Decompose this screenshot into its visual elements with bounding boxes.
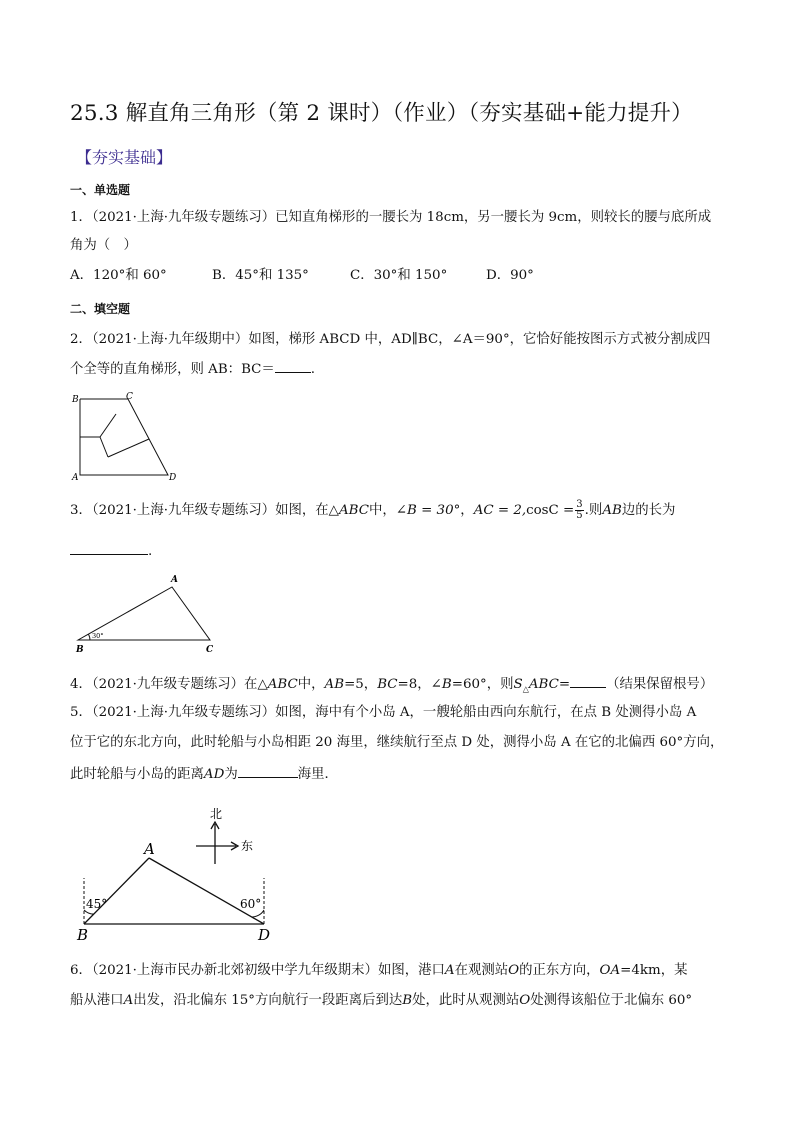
q5-label-d: D: [258, 926, 271, 944]
q4-ab: AB: [324, 677, 345, 692]
q5-text-post: 海里．: [297, 767, 338, 782]
q5-line2: 位于它的东北方向，此时轮船与小岛相距 20 海里，继续航行至点 D 处，测得小岛 A 在它的北偏西 60°方向，: [70, 735, 724, 750]
q6-oa: OA: [599, 963, 621, 978]
q4-line: [70, 673, 713, 700]
q6-a2: A: [123, 993, 134, 1008]
q6-o1: O: [508, 963, 520, 978]
q5-label-a: A: [144, 840, 155, 858]
q3-cos: cosC =: [526, 503, 575, 518]
q3-line1: [70, 500, 675, 521]
q2-label-a: A: [72, 473, 79, 482]
q1-option-d: D．90°: [486, 268, 534, 283]
q6-line1: [70, 961, 687, 981]
q2-label-c: C: [126, 392, 133, 402]
q3-triangle: △ABC: [328, 503, 369, 518]
q4-s: S: [513, 677, 523, 692]
q6-l1-a: 6．（2021·上海市民办新北郊初级中学九年级期末）如图，港口: [70, 963, 445, 978]
q5-angle-60: 60°: [240, 897, 262, 911]
q3-text-post2: 边的长为: [621, 503, 676, 518]
q6-l2-d: 处测得该船位于北偏东 60°: [530, 993, 693, 1008]
q2-line2-end: .: [310, 362, 316, 377]
q5-navigation-figure: [72, 802, 282, 944]
q4-text-post: （结果保留根号）: [606, 677, 714, 692]
q3-line2-end: .: [148, 544, 153, 559]
section-heading-single-choice: 一、单选题: [70, 183, 131, 197]
q3-frac-num: 3: [576, 499, 583, 510]
trapezoid-divider-4: [108, 439, 149, 457]
page-title: 25.3 解直角三角形（第 2 课时）（作业）（夯实基础+能力提升）: [70, 101, 693, 126]
q2-line2-text: 个全等的直角梯形，则 AB：BC＝: [70, 362, 275, 377]
q4-bc: BC: [377, 677, 398, 692]
q2-answer-blank[interactable]: [275, 358, 311, 373]
q4-v3: =60°，则: [451, 677, 514, 692]
section-badge: 【夯实基础】: [76, 148, 173, 167]
q4-eq: =: [558, 677, 571, 692]
q3-angle-30: 30°: [92, 632, 104, 640]
q6-l1-b: 在观测站: [454, 963, 509, 978]
q2-label-d: D: [169, 473, 177, 482]
q3-ac: AC = 2,: [473, 503, 527, 518]
q4-v1: =5，: [344, 677, 378, 692]
q3-line2: [70, 540, 152, 562]
q5-answer-blank[interactable]: [238, 763, 298, 778]
q6-a1: A: [444, 963, 455, 978]
q6-l2-b: 出发，沿北偏东 15°方向航行一段距离后到达: [133, 993, 403, 1008]
q5-ad: AD: [203, 767, 225, 782]
q3-ab: AB: [602, 503, 622, 518]
q2-line1: 2．（2021·上海·九年级期中）如图，梯形 ABCD 中，AD∥BC，∠A＝90°，它恰好能按图示方式被分割成四: [70, 332, 711, 347]
q1-option-b: B．45°和 135°: [212, 268, 309, 283]
q2-trapezoid-figure: [68, 390, 183, 482]
q4-abc: ABC: [528, 677, 559, 692]
q5-line1: 5．（2021·上海·九年级专题练习）如图，海中有个小岛 A，一艘轮船由西向东航行，在点 B 处测得小岛 A: [70, 705, 697, 720]
q3-label-c: C: [206, 645, 214, 655]
q3-sep: ，: [460, 503, 474, 518]
arc-60: [252, 910, 264, 917]
q3-text-post: .则: [584, 503, 603, 518]
trapezoid-divider-3: [100, 437, 108, 457]
q3-text-pre: 3．（2021·上海·九年级专题练习）如图，在: [70, 503, 329, 518]
q4-v2: =8，∠: [397, 677, 442, 692]
q6-l2-a: 船从港口: [70, 993, 124, 1008]
q4-b: B: [441, 677, 452, 692]
q4-sub: △: [522, 684, 529, 694]
q2-label-b: B: [72, 395, 79, 405]
q3-text-mid: 中，: [368, 503, 396, 518]
ad-line: [149, 858, 264, 924]
q3-label-b: B: [76, 645, 84, 655]
q3-fraction: [575, 500, 583, 521]
q5-text-mid: 为: [224, 767, 238, 782]
section-heading-fill-blank: 二、填空题: [70, 302, 131, 316]
q1-option-c: C．30°和 150°: [350, 268, 448, 283]
q6-o2: O: [519, 993, 531, 1008]
q5-text-pre: 此时轮船与小岛的距离: [70, 767, 204, 782]
angle-b-arc: [89, 634, 91, 640]
q6-l2-c: 处，此时从观测站: [412, 993, 520, 1008]
q2-line2: [70, 358, 315, 380]
q4-text-pre: 4．（2021·九年级专题练习）在: [70, 677, 258, 692]
q5-north-label: 北: [210, 807, 223, 821]
q6-line2: [70, 991, 692, 1011]
q5-label-b: B: [77, 926, 89, 944]
q5-angle-45: 45°: [86, 897, 108, 911]
q6-b2: B: [402, 993, 413, 1008]
q5-east-label: 东: [241, 839, 254, 853]
q6-l1-d: =4km，某: [620, 963, 688, 978]
q4-text-mid: 中，: [297, 677, 325, 692]
q1-line1: 1．（2021·上海·九年级专题练习）已知直角梯形的一腰长为 18cm，另一腰长为 9cm，则较长的腰与底所成: [70, 210, 712, 225]
q3-label-a: A: [171, 575, 178, 585]
trapezoid-divider-2: [100, 414, 116, 437]
q3-frac-den: 5: [576, 510, 583, 521]
q1-option-a: A．120°和 60°: [70, 268, 167, 283]
q3-triangle-figure: [70, 570, 220, 656]
q5-line3: [70, 763, 338, 785]
q4-triangle: △ABC: [257, 677, 298, 692]
q1-line2: 角为（ ）: [70, 238, 137, 253]
q3-angle-b: ∠B = 30°: [395, 503, 461, 518]
q6-l1-c: 的正东方向，: [519, 963, 600, 978]
q3-answer-blank[interactable]: [70, 540, 148, 555]
q4-answer-blank[interactable]: [570, 673, 606, 688]
